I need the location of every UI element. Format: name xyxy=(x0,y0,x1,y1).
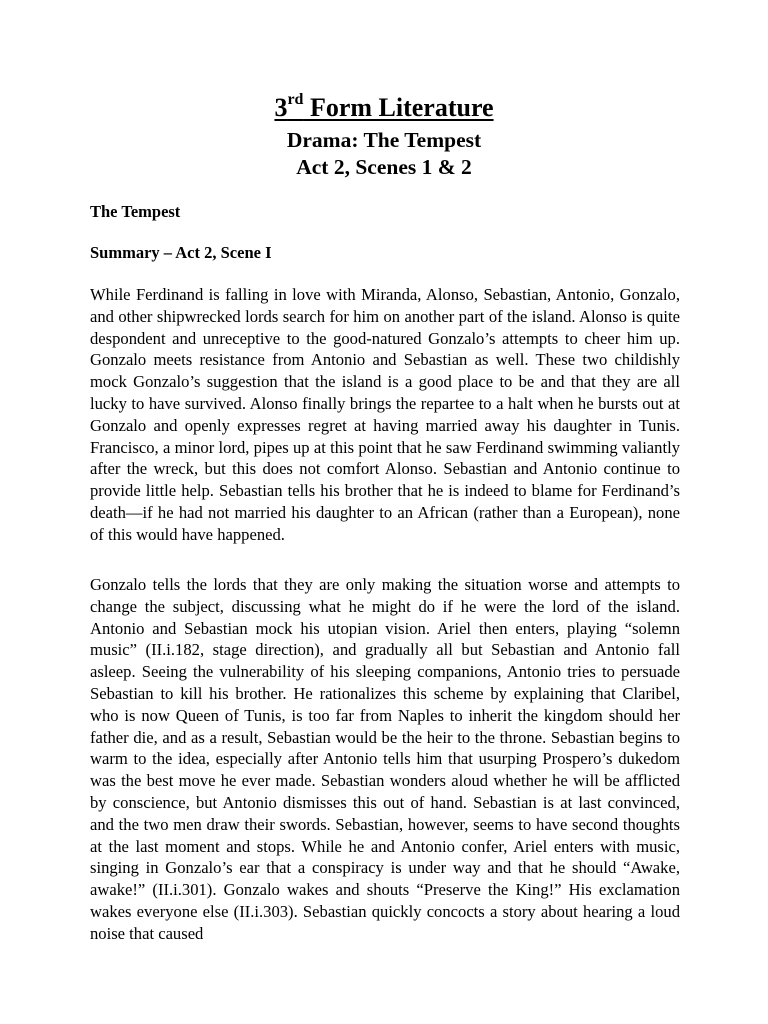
summary-paragraph-2: Gonzalo tells the lords that they are only making the situation worse and attempts to change the subject, discussing what he might do if he were the lord of the island. Antonio and Sebastian mock his utopian vision. Ariel then enters, playing “solemn music” (II.i.182, stage direction), and gradually all but Sebastian and Antonio fall asleep. Seeing the vulnerability of his sleeping companions, Antonio tries to persuade Sebastian to kill his brother. He rationalizes this scheme by explaining that Claribel, who is now Queen of Tunis, is too far from Naples to inherit the kingdom should her father die, and as a result, Sebastian would be the heir to the throne. Sebastian begins to warm to the idea, especially after Antonio tells him that usurping Prospero’s dukedom was the best move he ever made. Sebastian wonders aloud whether he will be afflicted by conscience, but Antonio dismisses this out of hand. Sebastian is at last convinced, and the two men draw their swords. Sebastian, however, seems to have second thoughts at the last moment and stops. While he and Antonio confer, Ariel enters with music, singing in Gonzalo’s ear that a conspiracy is under way and that he should “Awake, awake!” (II.i.301). Gonzalo wakes and shouts “Preserve the King!” His exclamation wakes everyone else (II.i.303). Sebastian quickly concocts a story about hearing a loud noise that caused xyxy=(90,575,680,943)
page-title xyxy=(0,92,768,124)
page-title-underlined xyxy=(274,93,493,122)
summary-paragraph-1: While Ferdinand is falling in love with Miranda, Alonso, Sebastian, Antonio, Gonzalo, and other shipwrecked lords search for him on another part of the island. Alonso is quite despondent and unreceptive to the good-natured Gonzalo’s attempts to cheer him up. Gonzalo meets resistance from Antonio and Sebastian as well. These two childishly mock Gonzalo’s suggestion that the island is a good place to be and that they are all lucky to have survived. Alonso finally brings the repartee to a halt when he bursts out at Gonzalo and openly expresses regret at having married away his daughter in Tunis. Francisco, a minor lord, pipes up at this point that he saw Ferdinand swimming valiantly after the wreck, but this does not comfort Alonso. Sebastian and Antonio continue to provide little help. Sebastian tells his brother that he is indeed to blame for Ferdinand’s death—if he had not married his daughter to an African (rather than a European), none of this would have happened. xyxy=(90,285,680,544)
subtitle-act: Act 2, Scenes 1 & 2 xyxy=(296,155,472,179)
title-number: 3 xyxy=(274,93,288,122)
section-heading-summary: Summary – Act 2, Scene I xyxy=(90,243,272,262)
section-heading-tempest: The Tempest xyxy=(90,202,181,221)
subtitle-drama: Drama: The Tempest xyxy=(286,128,482,152)
title-rest: Form Literature xyxy=(303,93,494,122)
title-superscript: rd xyxy=(287,91,304,108)
